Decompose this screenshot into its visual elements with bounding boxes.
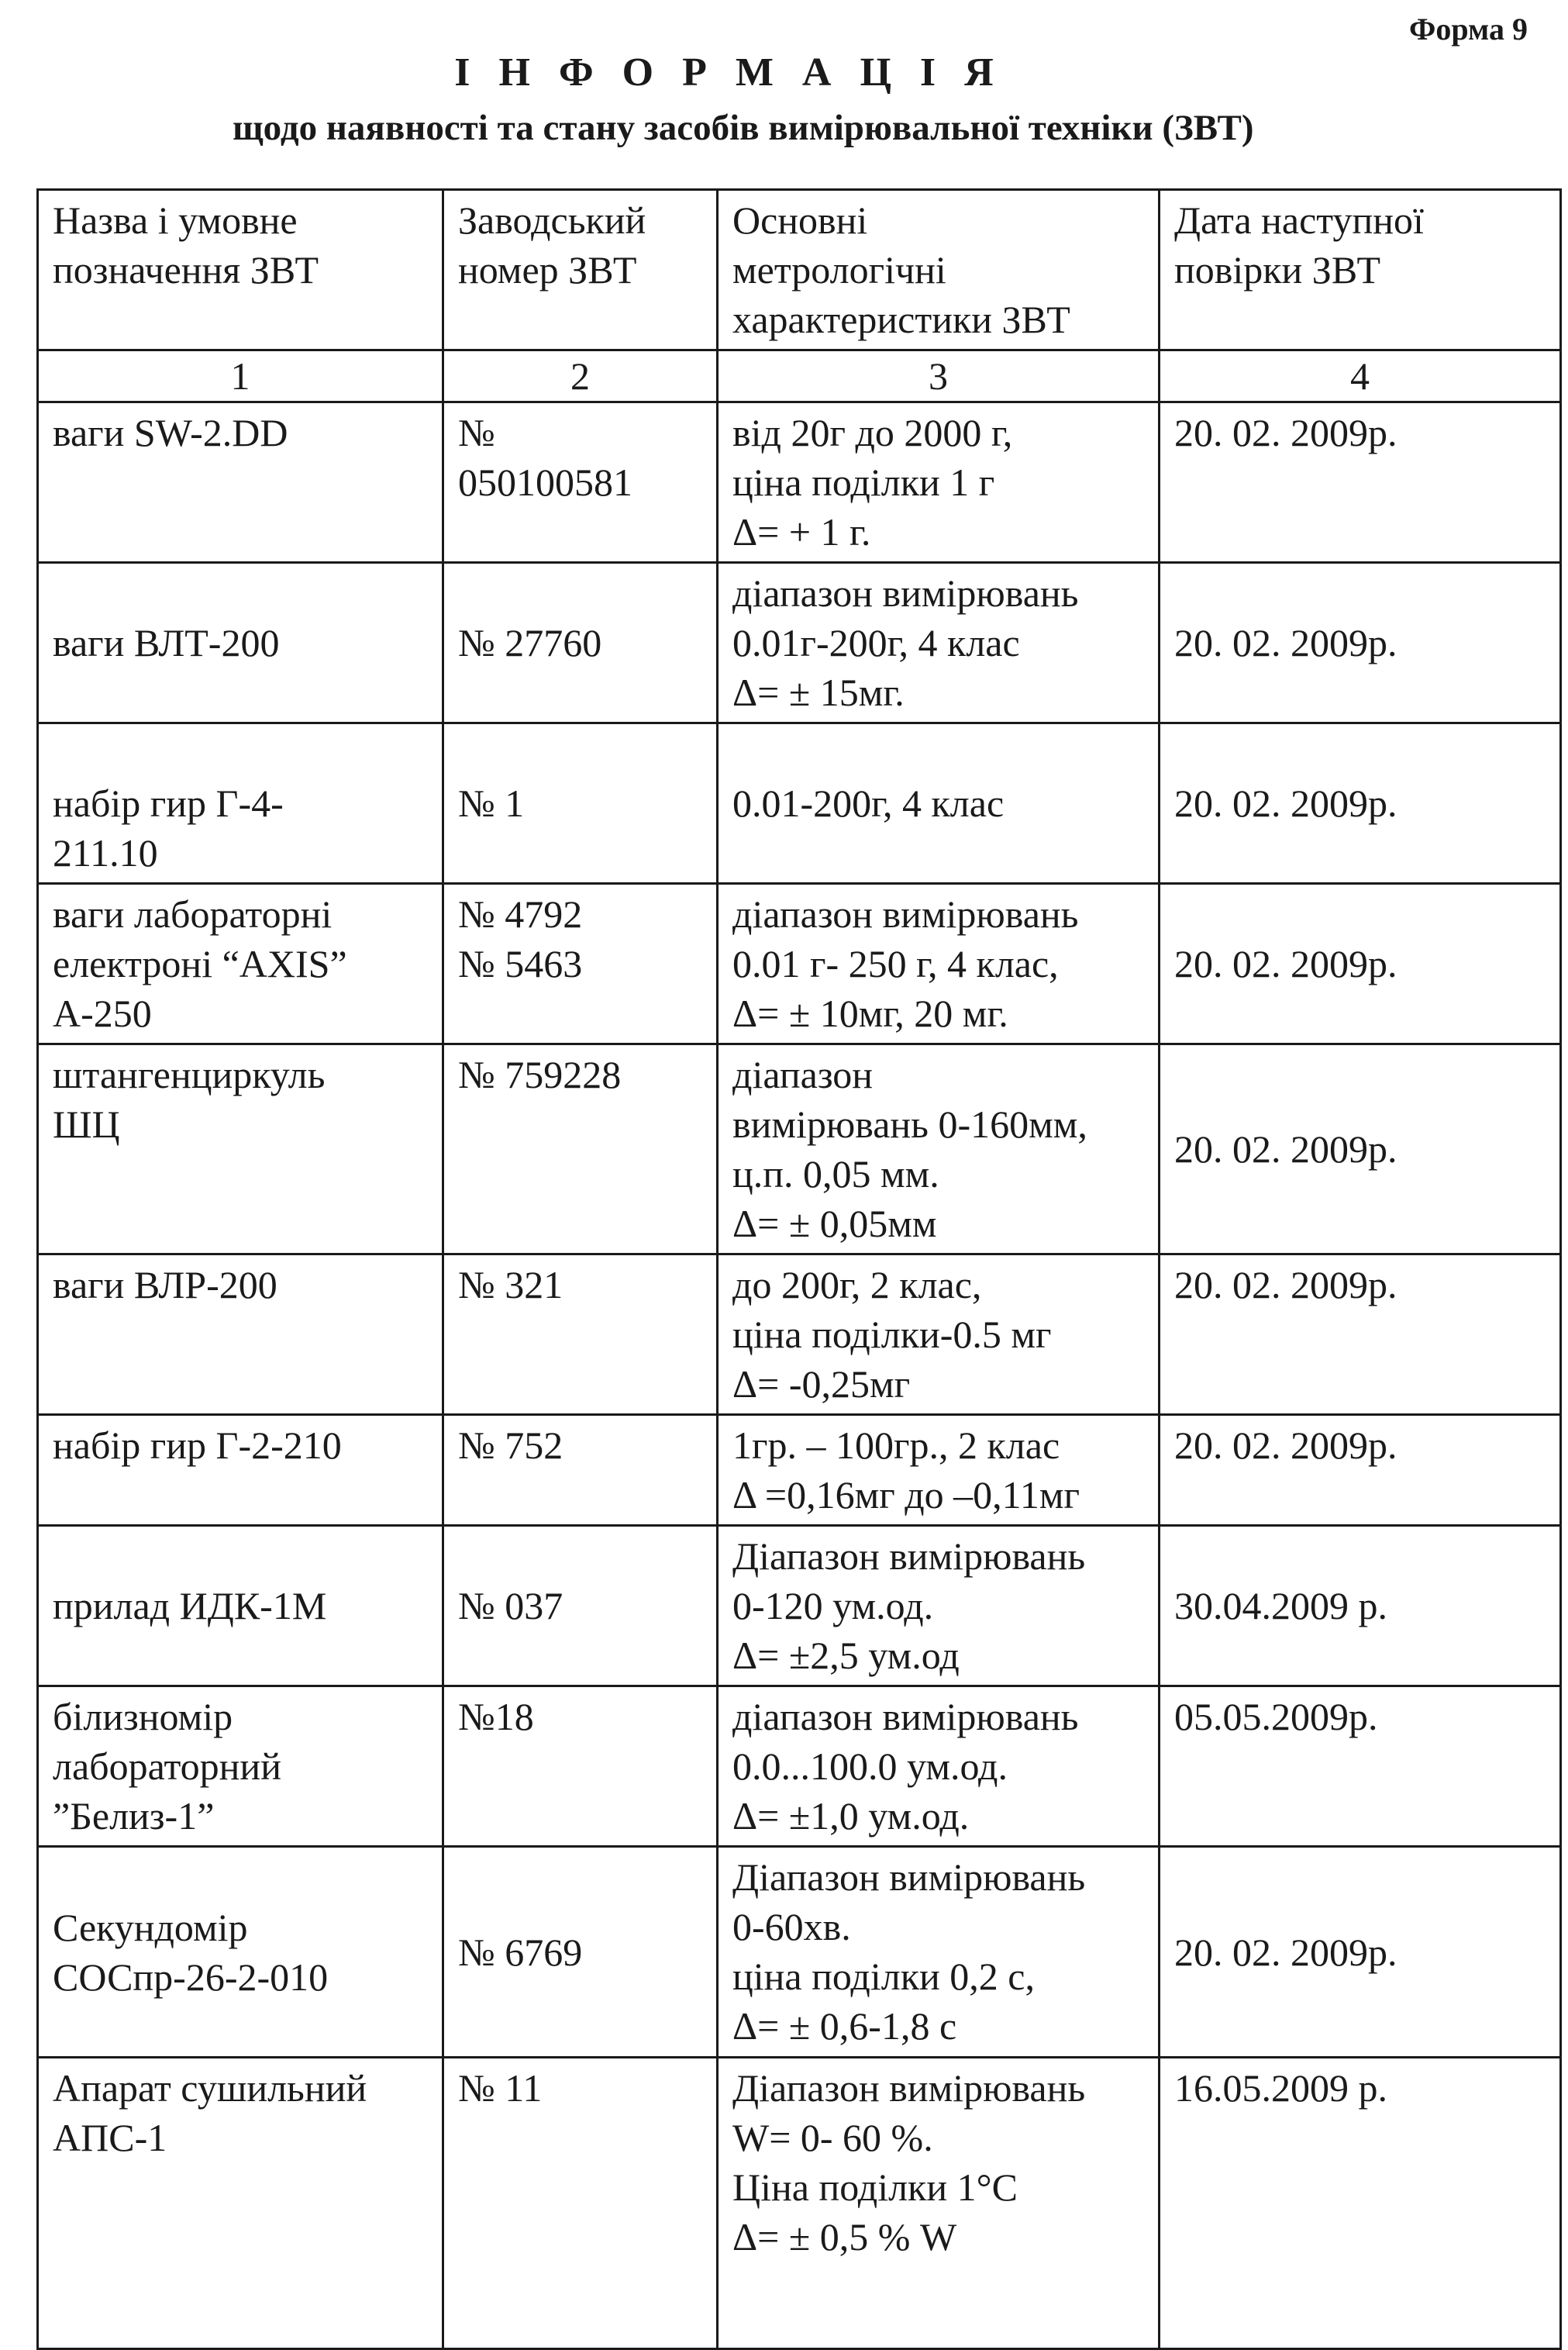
metrology-specs: від 20г до 2000 г, ціна поділки 1 г Δ= + 1 г. [718,402,1160,563]
header-specs: Основні метрологічні характеристики ЗВТ [718,190,1160,350]
instrument-name: прилад ИДК-1М [38,1526,443,1686]
table-row [38,723,1561,884]
instrument-name: ваги ВЛТ-200 [38,563,443,723]
instrument-name: Секундомір СОСпр-26-2-010 [38,1847,443,2058]
instrument-name: штангенциркуль ШЦ [38,1044,443,1254]
next-calibration-date: 05.05.2009р. [1160,1686,1561,1847]
header-row [38,190,1561,350]
metrology-specs: діапазон вимірювань 0.01 г- 250 г, 4 клас, Δ= ± 10мг, 20 мг. [718,884,1160,1044]
metrology-specs: діапазон вимірювань 0-160мм, ц.п. 0,05 мм. Δ= ± 0,05мм [718,1044,1160,1254]
table-row [38,1847,1561,2058]
table-row [38,2058,1561,2349]
next-calibration-date: 20. 02. 2009р. [1160,884,1561,1044]
table-row [38,402,1561,563]
next-calibration-date: 20. 02. 2009р. [1160,1847,1561,2058]
table-row [38,563,1561,723]
column-number: 2 [443,350,718,402]
instrument-name: набір гир Г-2-210 [38,1415,443,1526]
serial-number: №18 [443,1686,718,1847]
table-row [38,1415,1561,1526]
serial-number: № 752 [443,1415,718,1526]
column-number: 3 [718,350,1160,402]
instrument-name: ваги SW-2.DD [38,402,443,563]
table-row [38,1254,1561,1415]
serial-number: № 27760 [443,563,718,723]
instrument-name: ваги лабораторні електроні “AXIS” А-250 [38,884,443,1044]
header-serial: Заводський номер ЗВТ [443,190,718,350]
next-calibration-date: 20. 02. 2009р. [1160,1254,1561,1415]
instrument-name: Апарат сушильний АПС-1 [38,2058,443,2349]
column-number: 4 [1160,350,1561,402]
column-number-row [38,350,1561,402]
table-row [38,1044,1561,1254]
serial-number: № 1 [443,723,718,884]
header-name: Назва і умовне позначення ЗВТ [38,190,443,350]
table-row [38,1526,1561,1686]
next-calibration-date: 20. 02. 2009р. [1160,563,1561,723]
form-number: Форма 9 [1409,12,1528,47]
column-number: 1 [38,350,443,402]
serial-number: № 321 [443,1254,718,1415]
instruments-table [36,188,1562,2350]
metrology-specs: 0.01-200г, 4 клас [718,723,1160,884]
metrology-specs: діапазон вимірювань 0.0...100.0 ум.од. Δ= ±1,0 ум.од. [718,1686,1160,1847]
metrology-specs: діапазон вимірювань 0.01г-200г, 4 клас Δ= ± 15мг. [718,563,1160,723]
next-calibration-date: 20. 02. 2009р. [1160,1044,1561,1254]
serial-number: № 050100581 [443,402,718,563]
metrology-specs: 1гр. – 100гр., 2 клас Δ =0,16мг до –0,11мг [718,1415,1160,1526]
document-title: І Н Ф О Р М А Ц І Я [454,50,1003,95]
next-calibration-date: 16.05.2009 р. [1160,2058,1561,2349]
metrology-specs: Діапазон вимірювань 0-60хв. ціна поділки 0,2 с, Δ= ± 0,6-1,8 с [718,1847,1160,2058]
serial-number: № 6769 [443,1847,718,2058]
serial-number: № 4792 № 5463 [443,884,718,1044]
metrology-specs: Діапазон вимірювань 0-120 ум.од. Δ= ±2,5 ум.од [718,1526,1160,1686]
serial-number: № 11 [443,2058,718,2349]
metrology-specs: до 200г, 2 клас, ціна поділки-0.5 мг Δ= -0,25мг [718,1254,1160,1415]
next-calibration-date: 20. 02. 2009р. [1160,723,1561,884]
serial-number: № 037 [443,1526,718,1686]
next-calibration-date: 20. 02. 2009р. [1160,1415,1561,1526]
instrument-name: набір гир Г-4- 211.10 [38,723,443,884]
next-calibration-date: 30.04.2009 р. [1160,1526,1561,1686]
instrument-name: білизномір лабораторний ”Белиз-1” [38,1686,443,1847]
instrument-name: ваги ВЛР-200 [38,1254,443,1415]
table-row [38,1686,1561,1847]
next-calibration-date: 20. 02. 2009р. [1160,402,1561,563]
header-date: Дата наступної повірки ЗВТ [1160,190,1561,350]
serial-number: № 759228 [443,1044,718,1254]
metrology-specs: Діапазон вимірювань W= 0- 60 %. Ціна поділки 1°С Δ= ± 0,5 % W [718,2058,1160,2349]
table-row [38,884,1561,1044]
document-subtitle: щодо наявності та стану засобів вимірювальної техніки (ЗВТ) [233,108,1254,148]
